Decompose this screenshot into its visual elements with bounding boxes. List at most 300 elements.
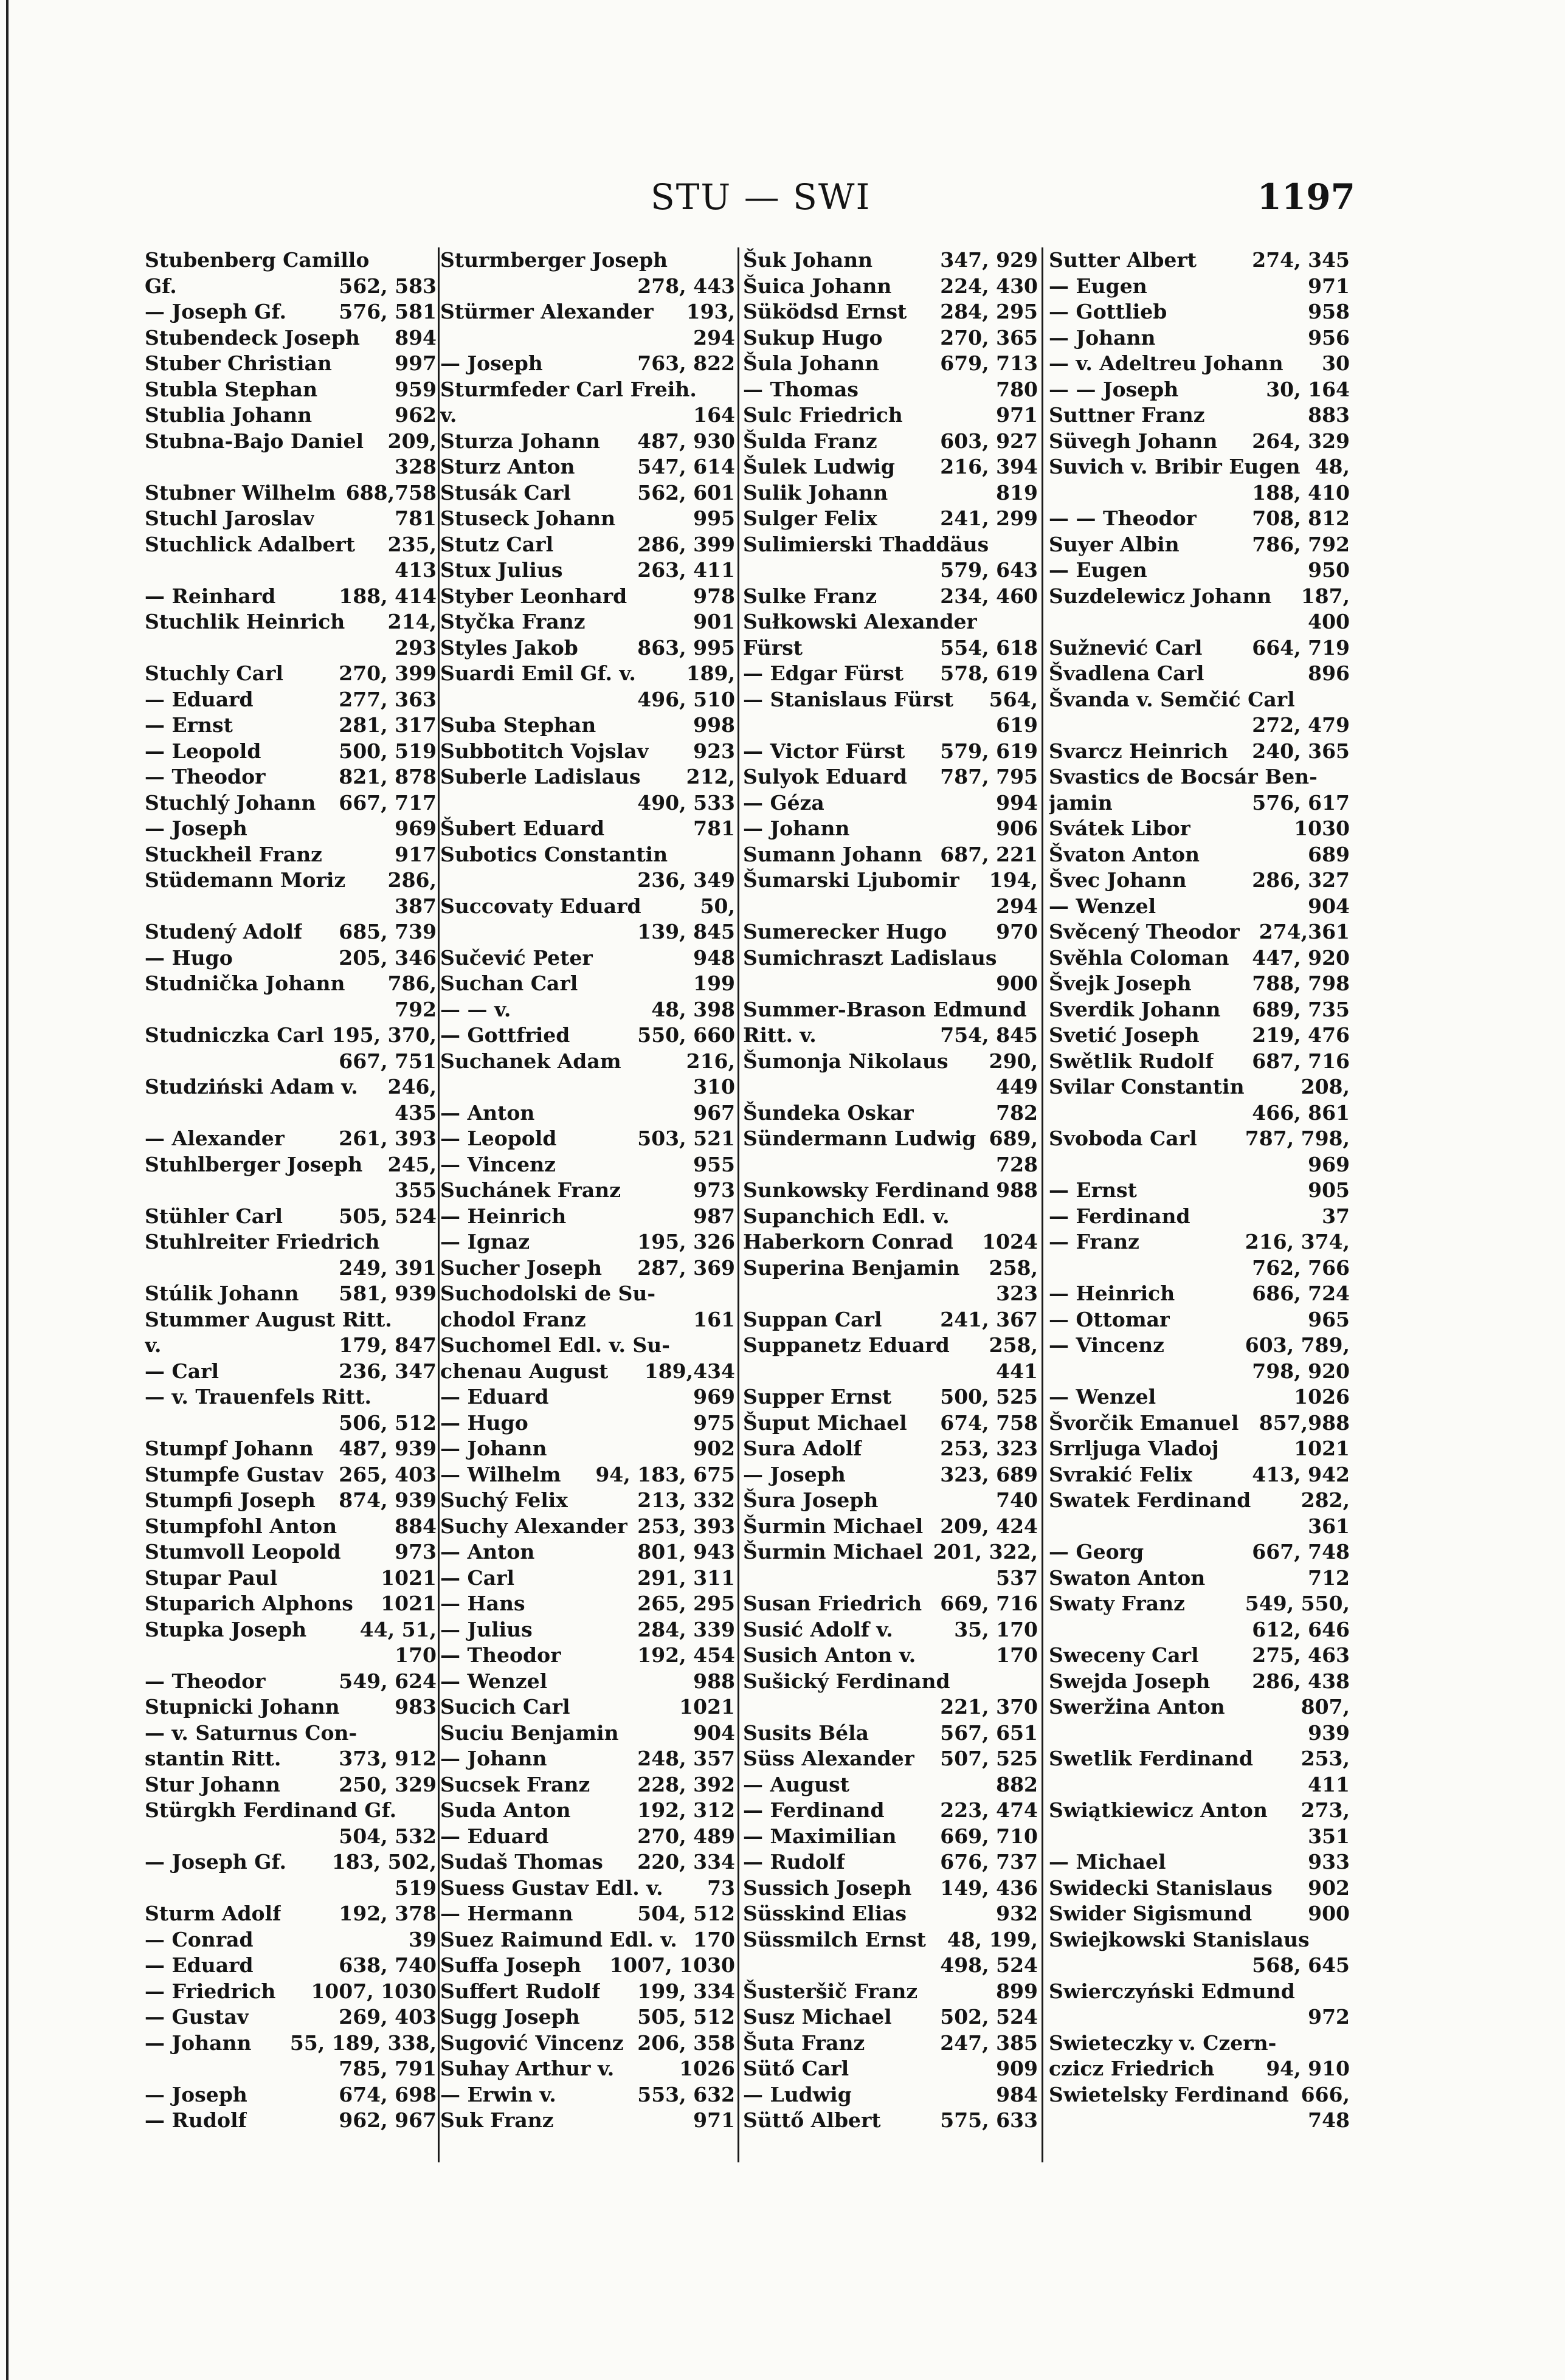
entry-pages: 236, 349 [637, 868, 735, 892]
entry-name: Subbotitch Vojslav [440, 739, 649, 763]
index-entry [440, 1979, 735, 2005]
entry-pages: 149, 436 [940, 1875, 1038, 1900]
index-entry [145, 1539, 437, 1565]
index-entry [440, 274, 735, 300]
index-entry [743, 687, 1038, 713]
index-entry [743, 816, 1038, 842]
entry-name: Swaton Anton [1049, 1565, 1206, 1590]
entry-name: Suchánek Franz [440, 1178, 621, 1202]
index-entry [1049, 1875, 1350, 1902]
entry-pages: 265, 295 [637, 1592, 735, 1615]
entry-pages: 553, 632 [637, 2082, 735, 2106]
entry-pages: 361 [1308, 1514, 1350, 1538]
index-entry [440, 1152, 735, 1178]
index-entry [440, 919, 735, 945]
entry-pages: 884 [395, 1514, 437, 1538]
entry-pages: 274,361 [1259, 920, 1350, 943]
entry-pages: 956 [1308, 325, 1350, 350]
index-entry [145, 1927, 437, 1953]
entry-name: Süssmilch Ernst [743, 1927, 926, 1951]
entry-name: — Carl [145, 1359, 219, 1383]
index-entry [743, 1772, 1038, 1798]
index-entry [145, 945, 437, 971]
entry-pages [730, 247, 735, 274]
entry-pages: 537 [996, 1565, 1038, 1590]
index-entry [440, 1488, 735, 1514]
entry-pages: 975 [693, 1410, 735, 1435]
entry-pages: 387 [395, 894, 437, 918]
entry-pages: 987 [693, 1204, 735, 1228]
entry-pages: 193, [686, 300, 735, 323]
index-entry [440, 1643, 735, 1669]
index-entry [743, 1462, 1038, 1488]
entry-pages: 955 [693, 1152, 735, 1176]
entry-pages: 286, 438 [1252, 1669, 1350, 1693]
index-entry [743, 1436, 1038, 1462]
entry-pages: 900 [1308, 1902, 1350, 1925]
entry-pages: 807, [1301, 1695, 1350, 1719]
entry-name: Sura Adolf [743, 1437, 862, 1460]
entry-name: Stuchly Carl [145, 661, 283, 685]
index-entry [145, 687, 437, 713]
entry-name: — Theodor [440, 1643, 561, 1667]
index-entry [145, 1281, 437, 1307]
index-entry [440, 506, 735, 532]
entry-pages: 763, 822 [637, 351, 735, 375]
entry-name: — Heinrich [440, 1204, 567, 1228]
entry-pages: 579, 619 [940, 739, 1038, 763]
entry-pages: 263, 411 [637, 558, 735, 582]
entry-pages: 780 [996, 377, 1038, 401]
entry-pages: 998 [693, 713, 735, 737]
entry-name: Šumonja Nikolaus [743, 1049, 948, 1073]
entry-pages: 216, 374, [1245, 1230, 1350, 1254]
entry-name: Styber Leonhard [440, 584, 627, 608]
index-entry [145, 1023, 437, 1049]
index-entry [1049, 1746, 1350, 1772]
entry-pages: 798, 920 [1252, 1359, 1350, 1383]
entry-pages: 44, 51, [359, 1617, 437, 1641]
entry-name: Šulek Ludwig [743, 455, 895, 478]
index-entry [440, 1617, 735, 1643]
index-entry [440, 557, 735, 584]
entry-pages: 972 [1308, 2005, 1350, 2029]
entry-pages: 287, 369 [637, 1255, 735, 1280]
index-entry [1049, 1281, 1350, 1307]
entry-name: — Victor Fürst [743, 739, 905, 763]
entry-pages: 754, 845 [940, 1023, 1038, 1047]
entry-pages: 821, 878 [339, 765, 437, 788]
index-entry [145, 1204, 437, 1230]
entry-name: — Theodor [145, 1669, 266, 1693]
index-entry [743, 1979, 1038, 2005]
entry-pages: 355 [395, 1178, 437, 1202]
entry-name: Sulik Johann [743, 480, 888, 505]
entry-name: Swierczyński Edmund [1049, 1979, 1295, 2003]
entry-pages: 506, 512 [339, 1410, 437, 1435]
entry-name: Suchomel Edl. v. Su- [440, 1333, 670, 1357]
index-entry [145, 739, 437, 765]
index-entry [145, 1229, 437, 1255]
entry-pages: 664, 719 [1252, 635, 1350, 660]
entry-name: — Joseph [743, 1462, 846, 1486]
entry-pages: 995 [693, 506, 735, 530]
entry-pages: 490, 533 [637, 790, 735, 815]
index-entry [1049, 1824, 1350, 1850]
index-entry [440, 1565, 735, 1592]
entry-name: Suppanetz Eduard [743, 1333, 950, 1357]
entry-name: Suzdelewicz Johann [1049, 584, 1272, 608]
entry-name: Suda Anton [440, 1798, 571, 1822]
entry-pages: 277, 363 [339, 687, 437, 711]
entry-name: — Reinhard [145, 584, 276, 608]
entry-pages [1033, 532, 1038, 558]
index-entry [743, 1126, 1038, 1152]
entry-pages: 786, [387, 971, 437, 995]
entry-pages: 282, [1301, 1488, 1350, 1512]
index-entry [743, 1901, 1038, 1927]
index-entry [1049, 1462, 1350, 1488]
entry-pages: 94, 183, 675 [595, 1462, 735, 1486]
index-entry [440, 299, 735, 325]
entry-name: — Wilhelm [440, 1462, 561, 1486]
index-entry [440, 1359, 735, 1385]
entry-pages: 748 [1308, 2108, 1350, 2132]
index-entry [145, 1901, 437, 1927]
entry-name: Sukup Hugo [743, 325, 883, 350]
entry-name: Stürmer Alexander [440, 300, 654, 323]
entry-pages: 291, 311 [637, 1565, 735, 1590]
index-entry [1049, 299, 1350, 325]
entry-name: Šula Johann [743, 351, 880, 375]
entry-pages: 466, 861 [1252, 1100, 1350, 1125]
entry-name: — Ernst [145, 713, 233, 737]
entry-pages: 576, 581 [339, 300, 437, 323]
column-rule [438, 247, 440, 2162]
index-entry [145, 377, 437, 403]
index-entry [743, 480, 1038, 506]
entry-name: Suchan Carl [440, 971, 578, 995]
entry-pages: 969 [1308, 1152, 1350, 1176]
index-entry [1049, 739, 1350, 765]
entry-pages: 234, 460 [940, 584, 1038, 608]
index-entry [1049, 584, 1350, 610]
entry-name: Styčka Franz [440, 610, 586, 633]
index-entry [1049, 1126, 1350, 1152]
index-entry [1049, 1927, 1350, 1953]
index-entry [1049, 1023, 1350, 1049]
entry-pages: 882 [996, 1772, 1038, 1796]
entry-name: Sulimierski Thaddäus [743, 532, 989, 556]
entry-name: Swietelsky Ferdinand [1049, 2082, 1289, 2106]
index-entry [440, 1204, 735, 1230]
index-entry [1049, 1410, 1350, 1437]
column-rule [1042, 247, 1043, 2162]
index-entry [743, 1565, 1038, 1592]
entry-name: Stuchlý Johann [145, 790, 316, 815]
entry-pages: 323 [996, 1281, 1038, 1305]
entry-pages: 504, 532 [339, 1824, 437, 1848]
entry-name: Suba Stephan [440, 713, 596, 737]
entry-name: Stumpf Johann [145, 1437, 314, 1460]
entry-pages: 205, 346 [339, 945, 437, 970]
entry-name: Stuchl Jaroslav [145, 506, 315, 530]
index-entry [1049, 429, 1350, 455]
index-entry [1049, 247, 1350, 274]
index-entry [440, 712, 735, 739]
entry-name: — Hans [440, 1592, 525, 1615]
entry-pages: 194, [989, 868, 1038, 892]
entry-name: — Eugen [1049, 558, 1147, 582]
entry-pages [730, 1333, 735, 1359]
entry-pages: 212, [686, 765, 735, 788]
entry-name: — Erwin v. [440, 2082, 556, 2106]
entry-name: Svetić Joseph [1049, 1023, 1200, 1047]
entry-name: Švadlena Carl [1049, 661, 1204, 685]
entry-pages: 500, 519 [339, 739, 437, 763]
entry-name: Suez Raimund Edl. v. [440, 1927, 677, 1951]
index-entry [743, 1694, 1038, 1720]
entry-pages: 216, [686, 1049, 735, 1073]
entry-name: — Wenzel [1049, 894, 1156, 918]
entry-name: — Leopold [440, 1126, 557, 1150]
entry-name: Šuta Franz [743, 2030, 865, 2055]
index-entry [440, 1281, 735, 1307]
index-entry [145, 557, 437, 584]
entry-name: Sulke Franz [743, 584, 877, 608]
index-entry [440, 609, 735, 635]
entry-pages: 959 [395, 377, 437, 401]
entry-pages: 35, 170 [954, 1617, 1038, 1641]
entry-pages: 863, 995 [637, 635, 735, 660]
entry-pages: 248, 357 [637, 1747, 735, 1770]
entry-pages: 781 [693, 816, 735, 840]
entry-name: Stuseck Johann [440, 506, 616, 530]
index-entry [440, 816, 735, 842]
entry-name: Svoboda Carl [1049, 1126, 1197, 1150]
entry-name: Sweržina Anton [1049, 1695, 1225, 1719]
entry-pages: 201, 322, [933, 1540, 1038, 1564]
index-entry [440, 661, 735, 687]
entry-pages: 272, 479 [1252, 713, 1350, 737]
entry-name: Suvich v. Bribir Eugen [1049, 455, 1301, 478]
entry-name: Studnička Johann [145, 971, 345, 995]
index-entry [440, 2108, 735, 2134]
index-entry [440, 480, 735, 506]
entry-pages: 498, 524 [940, 1953, 1038, 1977]
entry-name: Svátek Libor [1049, 816, 1191, 840]
entry-pages: 905 [1308, 1178, 1350, 1202]
entry-pages: 575, 633 [940, 2108, 1038, 2132]
entry-pages: 939 [1308, 1720, 1350, 1745]
index-entry [440, 1307, 735, 1333]
index-entry [1049, 1514, 1350, 1540]
index-entry [743, 1488, 1038, 1514]
entry-name: Stumvoll Leopold [145, 1540, 341, 1564]
index-entry [743, 351, 1038, 377]
index-entry [1049, 635, 1350, 661]
entry-pages: 441 [996, 1359, 1038, 1383]
entry-name: Stublia Johann [145, 403, 313, 427]
entry-pages: 667, 751 [339, 1049, 437, 1073]
index-entry [145, 1617, 437, 1643]
entry-pages: 209, 424 [940, 1514, 1038, 1538]
index-entry [1049, 894, 1350, 920]
entry-name: Sussich Joseph [743, 1875, 912, 1900]
entry-pages: 792 [395, 997, 437, 1021]
entry-pages: 883 [1308, 403, 1350, 427]
entry-pages: 581, 939 [339, 1281, 437, 1305]
entry-pages: 787, 798, [1245, 1126, 1350, 1150]
entry-pages: 1026 [679, 2057, 735, 2080]
entry-name: — v. Saturnus Con- [145, 1720, 358, 1745]
entry-name: Sumann Johann [743, 842, 922, 866]
entry-pages [432, 1384, 437, 1410]
index-entry [145, 247, 437, 274]
index-entry [145, 1772, 437, 1798]
entry-pages: 400 [1308, 610, 1350, 633]
entry-pages: 55, 189, 338, [289, 2030, 437, 2055]
entry-pages: 579, 643 [940, 558, 1038, 582]
entry-name: chenau August [440, 1359, 609, 1383]
entry-pages: 73 [707, 1875, 735, 1900]
entry-name: Suchodolski de Su- [440, 1281, 656, 1305]
entry-name: Sužnević Carl [1049, 635, 1203, 660]
entry-pages: 948 [693, 945, 735, 970]
entry-pages: 224, 430 [940, 274, 1038, 298]
entry-pages: 192, 454 [637, 1643, 735, 1667]
index-entry [440, 764, 735, 790]
entry-pages: 505, 512 [637, 2005, 735, 2029]
entry-name: Sturz Anton [440, 455, 575, 478]
entry-pages: 264, 329 [1252, 429, 1350, 453]
index-entry [145, 661, 437, 687]
entry-name: — — Joseph [1049, 377, 1179, 401]
entry-name: Sušický Ferdinand [743, 1669, 950, 1693]
entry-name: Sumerecker Hugo [743, 920, 947, 943]
entry-name: Stürgkh Ferdinand Gf. [145, 1798, 397, 1822]
entry-pages: 253, 393 [637, 1514, 735, 1538]
entry-pages: 1024 [982, 1230, 1038, 1254]
index-entry [1049, 971, 1350, 997]
entry-name: stantin Ritt. [145, 1747, 282, 1770]
entry-pages: 969 [693, 1385, 735, 1409]
entry-name: Sucher Joseph [440, 1255, 603, 1280]
entry-name: Švejk Joseph [1049, 971, 1192, 995]
entry-pages: 183, 502, [331, 1850, 437, 1874]
entry-pages: 270, 489 [637, 1824, 735, 1848]
entry-pages [1345, 687, 1350, 713]
entry-name: Stumpfohl Anton [145, 1514, 337, 1538]
index-entry [1049, 402, 1350, 429]
entry-pages: 562, 601 [637, 480, 735, 505]
index-entry [440, 635, 735, 661]
entry-name: Šumarski Ljubomir [743, 868, 960, 892]
index-entry [1049, 997, 1350, 1023]
index-entry [743, 764, 1038, 790]
entry-name: Sweceny Carl [1049, 1643, 1199, 1667]
entry-name: — Ferdinand [743, 1798, 885, 1822]
entry-pages: 500, 525 [940, 1385, 1038, 1409]
index-entry [743, 1178, 1038, 1204]
entry-name: — Anton [440, 1540, 535, 1564]
index-entry [145, 842, 437, 868]
entry-pages: 50, [700, 894, 735, 918]
index-entry [743, 1953, 1038, 1979]
entry-pages: 567, 651 [940, 1720, 1038, 1745]
index-entry [743, 635, 1038, 661]
entry-name: Suppan Carl [743, 1307, 882, 1331]
entry-name: Šundeka Oskar [743, 1100, 914, 1125]
entry-name: — Gustav [145, 2005, 249, 2029]
entry-pages: 932 [996, 1902, 1038, 1925]
entry-name: Sugović Vincenz [440, 2030, 624, 2055]
index-entry [1049, 609, 1350, 635]
entry-name: — Wenzel [1049, 1385, 1156, 1409]
entry-pages: 917 [395, 842, 437, 866]
index-column-3 [743, 247, 1038, 2162]
entry-pages [1033, 609, 1038, 635]
index-entry [1049, 945, 1350, 971]
entry-pages: 997 [395, 351, 437, 375]
index-entry [145, 790, 437, 816]
index-entry [1049, 1229, 1350, 1255]
entry-name: — Joseph Gf. [145, 300, 286, 323]
entry-pages: 290, [989, 1049, 1038, 1073]
entry-pages: 170 [395, 1643, 437, 1667]
entry-name: Suberle Ladislaus [440, 765, 641, 788]
index-entry [1049, 377, 1350, 403]
entry-name: Swětlik Rudolf [1049, 1049, 1214, 1073]
index-entry [145, 2004, 437, 2030]
entry-pages [432, 247, 437, 274]
index-entry [440, 1074, 735, 1100]
entry-pages: 619 [996, 713, 1038, 737]
entry-name: Suffa Joseph [440, 1953, 582, 1977]
index-entry [145, 1126, 437, 1152]
index-entry [1049, 816, 1350, 842]
entry-pages: 293 [395, 635, 437, 660]
index-entry [743, 609, 1038, 635]
entry-pages: 578, 619 [940, 661, 1038, 685]
entry-pages: 801, 943 [637, 1540, 735, 1564]
entry-pages: 667, 717 [339, 790, 437, 815]
entry-pages: 686, 724 [1252, 1281, 1350, 1305]
entry-pages: 189, [686, 661, 735, 685]
entry-pages: 294 [693, 325, 735, 350]
entry-pages: 638, 740 [339, 1953, 437, 1977]
entry-pages [432, 1229, 437, 1255]
entry-pages: 950 [1308, 558, 1350, 582]
entry-name: Stumpfe Gustav [145, 1462, 324, 1486]
index-entry [440, 1953, 735, 1979]
entry-pages: 933 [1308, 1850, 1350, 1874]
entry-name: Stummer August Ritt. [145, 1307, 392, 1331]
entry-pages: 220, 334 [637, 1850, 735, 1874]
index-entry [1049, 1591, 1350, 1617]
entry-name: Šura Joseph [743, 1488, 879, 1512]
entry-name: Gf. [145, 274, 177, 298]
entry-pages: 904 [693, 1720, 735, 1745]
entry-pages: 351 [1308, 1824, 1350, 1848]
index-entry [440, 2004, 735, 2030]
entry-name: Sulyok Eduard [743, 765, 907, 788]
entry-pages: 347, 929 [940, 248, 1038, 272]
entry-name: Studený Adolf [145, 920, 303, 943]
index-entry [440, 532, 735, 558]
entry-name: — Wenzel [440, 1669, 548, 1693]
entry-name: Stubendeck Joseph [145, 325, 360, 350]
